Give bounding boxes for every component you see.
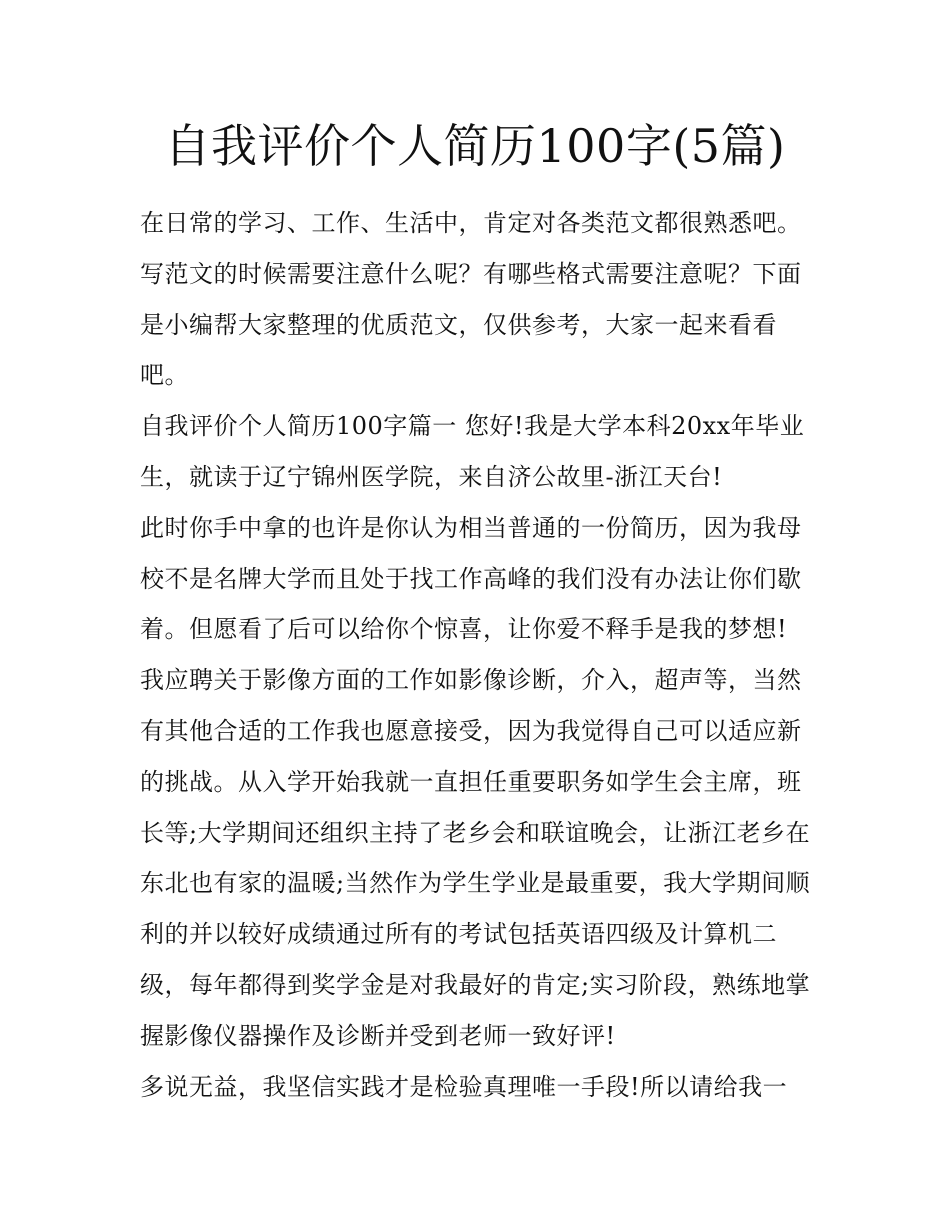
document-title: 自我评价个人简历100字(5篇) (164, 119, 786, 173)
paragraph-2: 此时你手中拿的也许是你认为相当普通的一份简历，因为我母校不是名牌大学而且处于找工作高峰的我们没有办法让你们歇着。但愿看了后可以给你个惊喜，让你爱不释手是我的梦想! (140, 513, 802, 644)
paragraph-1: 自我评价个人简历100字篇一 您好!我是大学本科20xx年毕业生，就读于辽宁锦州医学院，来自济公故里-浙江天台! (140, 412, 805, 491)
document-body (140, 198, 816, 1112)
paragraph-intro: 在日常的学习、工作、生活中，肯定对各类范文都很熟悉吧。写范文的时候需要注意什么呢？有哪些格式需要注意呢？下面是小编帮大家整理的优质范文，仅供参考，大家一起来看看吧。 (140, 209, 802, 390)
paragraph-4: 多说无益，我坚信实践才是检验真理唯一手段!所以请给我一 (140, 1072, 788, 1101)
paragraph-3: 我应聘关于影像方面的工作如影像诊断，介入，超声等，当然有其他合适的工作我也愿意接受，因为我觉得自己可以适应新的挑战。从入学开始我就一直担任重要职务如学生会主席，班长等;大学期间还组织主持了老乡会和联谊晚会，让浙江老乡在东北也有家的温暖;当然作为学生学业是最重要，我大学期间顺利的并以较好成绩通过所有的考试包括英语四级及计算机二级，每年都得到奖学金是对我最好的肯定;实习阶段，熟练地掌握影像仪器操作及诊断并受到老师一致好评! (140, 666, 811, 1050)
